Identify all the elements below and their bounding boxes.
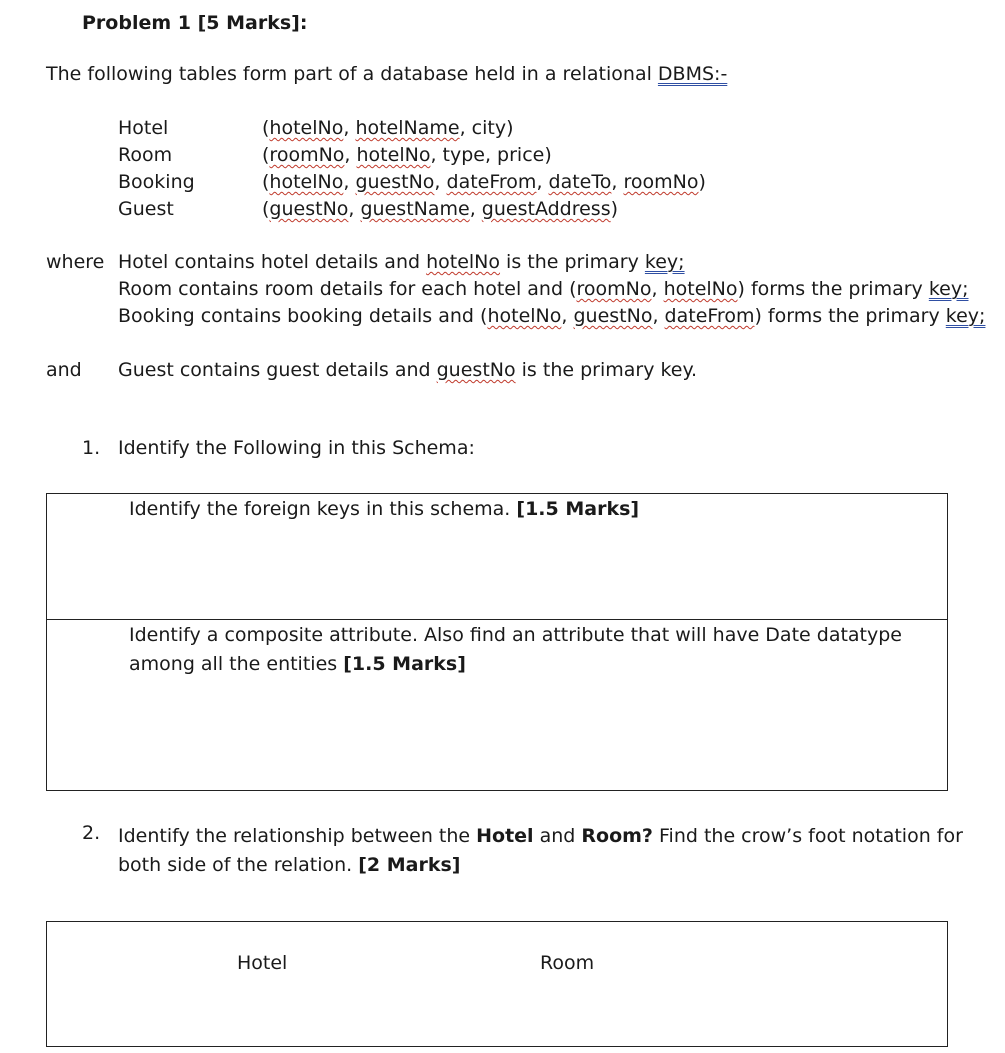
and-label: and [46,359,82,381]
q2-number: 2. [82,822,101,844]
relationship-room-label: Room [540,952,595,974]
table-name-booking: Booking [118,171,195,193]
answer-box-composite-attribute[interactable] [46,619,948,791]
attr-hotelno: hotelNo [356,144,431,166]
relationship-hotel-label: Hotel [237,952,288,974]
q1-number: 1. [82,437,101,459]
answer-box-relationship[interactable] [46,921,948,1047]
box1-prompt: Identify the foreign keys in this schema. [1.5 Marks] [129,498,640,520]
attr-dateto: dateTo [548,171,612,193]
problem-title: Problem 1 [5 Marks]: [82,12,308,34]
attr-guestname: guestName [360,198,470,220]
where-line-guest: Guest contains guest details and guestNo is the primary key. [118,359,698,381]
box2-prompt: Identify a composite attribute. Also find an attribute that will have Date datatype among all the entities [1.5 Marks] [129,624,902,676]
schema-guest: (guestNo, guestName, guestAddress) [262,198,619,220]
where-line-room: Room contains room details for each hotel and (roomNo, hotelNo) forms the primary key; [118,278,969,300]
attr-hotelno: hotelNo [269,171,344,193]
attr-roomno: roomNo [269,144,345,166]
attr-guestaddress: guestAddress [481,198,611,220]
table-name-hotel: Hotel [118,117,169,139]
attr-hotelno: hotelNo [269,117,344,139]
attr-hotelname: hotelName [355,117,460,139]
where-line-hotel: Hotel contains hotel details and hotelNo is the primary key; [118,251,685,273]
attr-datefrom: dateFrom [446,171,537,193]
attr-guestno: guestNo [269,198,349,220]
attr-roomno: roomNo [623,171,699,193]
table-name-guest: Guest [118,198,174,220]
q1-text: Identify the Following in this Schema: [118,437,475,459]
schema-hotel: (hotelNo, hotelName, city) [262,117,514,139]
intro-dbms: DBMS:- [657,63,728,85]
q2-text: Identify the relationship between the Hotel and Room? Find the crow’s foot notation for both side of the relation. [2 Marks] [118,825,963,877]
schema-room: (roomNo, hotelNo, type, price) [262,144,552,166]
answer-box-foreign-keys[interactable] [46,493,948,620]
schema-booking: (hotelNo, guestNo, dateFrom, dateTo, roomNo) [262,171,706,193]
table-name-room: Room [118,144,173,166]
attr-guestno: guestNo [355,171,435,193]
where-label: where [46,251,105,273]
intro-text: The following tables form part of a database held in a relational [46,63,658,85]
where-line-booking: Booking contains booking details and (hotelNo, guestNo, dateFrom) forms the primary key; [118,305,986,327]
intro-line [46,63,727,87]
